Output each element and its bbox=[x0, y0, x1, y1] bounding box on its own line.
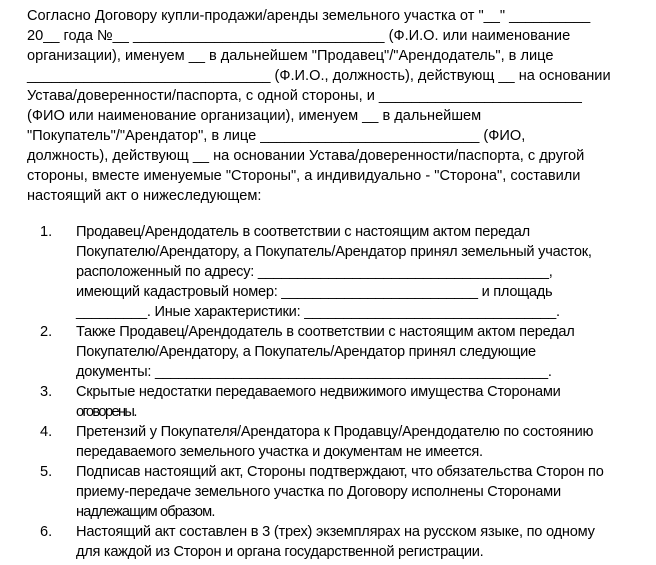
list-item-number: 1. bbox=[40, 224, 53, 240]
list-item-line: оговорены. bbox=[76, 404, 136, 420]
list-item-number: 4. bbox=[40, 424, 53, 440]
list-item bbox=[0, 322, 656, 382]
list-item-line: надлежащим образом. bbox=[76, 504, 215, 520]
list-item bbox=[0, 522, 656, 562]
list-item bbox=[0, 222, 656, 322]
intro-line: ______________________________ (Ф.И.О., должность), действующ __ на основании bbox=[27, 68, 611, 84]
list-item-line: Покупателю/Арендатору, а Покупатель/Арендатор принял следующие bbox=[76, 344, 536, 360]
list-item-line: для каждой из Сторон и органа государственной регистрации. bbox=[76, 544, 484, 560]
list-item-line: Претензий у Покупателя/Арендатора к Продавцу/Арендодателю по состоянию bbox=[76, 424, 594, 440]
list-item-line: Скрытые недостатки передаваемого недвижимого имущества Сторонами bbox=[76, 384, 561, 400]
list-item-line: документы: __________________________________________________. bbox=[76, 364, 552, 380]
intro-line: организации), именуем __ в дальнейшем "Продавец"/"Арендодатель", в лице bbox=[27, 48, 554, 64]
list-item-line: Настоящий акт составлен в 3 (трех) экземплярах на русском языке, по одному bbox=[76, 524, 595, 540]
intro-line: стороны, вместе именуемые "Стороны", а индивидуально - "Сторона", составили bbox=[27, 168, 581, 184]
list-item-line: _________. Иные характеристики: ________________________________. bbox=[76, 304, 560, 320]
intro-line: Согласно Договору купли-продажи/аренды земельного участка от "__" __________ bbox=[27, 8, 591, 24]
list-item-number: 6. bbox=[40, 524, 53, 540]
intro-line: Устава/доверенности/паспорта, с одной стороны, и _________________________ bbox=[27, 88, 582, 104]
intro-line: (ФИО или наименование организации), именуем __ в дальнейшем bbox=[27, 108, 482, 124]
numbered-list bbox=[0, 222, 656, 562]
intro-line: 20__ года №__ _______________________________ (Ф.И.О. или наименование bbox=[27, 28, 571, 44]
list-item-line: передаваемого земельного участка и документам не имеется. bbox=[76, 444, 483, 460]
list-item bbox=[0, 382, 656, 422]
list-item-line: расположенный по адресу: _____________________________________, bbox=[76, 264, 553, 280]
list-item bbox=[0, 462, 656, 522]
list-item-line: Подписав настоящий акт, Стороны подтверждают, что обязательства Сторон по bbox=[76, 464, 604, 480]
list-item-line: приему-передаче земельного участка по Договору исполнены Сторонами bbox=[76, 484, 561, 500]
list-item-number: 5. bbox=[40, 464, 53, 480]
list-item-line: Также Продавец/Арендодатель в соответствии с настоящим актом передал bbox=[76, 324, 575, 340]
list-item-number: 2. bbox=[40, 324, 53, 340]
intro-line: "Покупатель"/"Арендатор", в лице ___________________________ (ФИО, bbox=[27, 128, 526, 144]
list-item-line: Покупателю/Арендатору, а Покупатель/Арендатор принял земельный участок, bbox=[76, 244, 592, 260]
intro-paragraph bbox=[27, 6, 637, 206]
intro-line: должность), действующ __ на основании Устава/доверенности/паспорта, с другой bbox=[27, 148, 585, 164]
list-item bbox=[0, 422, 656, 462]
intro-line: настоящий акт о нижеследующем: bbox=[27, 188, 262, 204]
list-item-line: имеющий кадастровый номер: _________________________ и площадь bbox=[76, 284, 553, 300]
list-item-line: Продавец/Арендодатель в соответствии с настоящим актом передал bbox=[76, 224, 530, 240]
list-item-number: 3. bbox=[40, 384, 53, 400]
